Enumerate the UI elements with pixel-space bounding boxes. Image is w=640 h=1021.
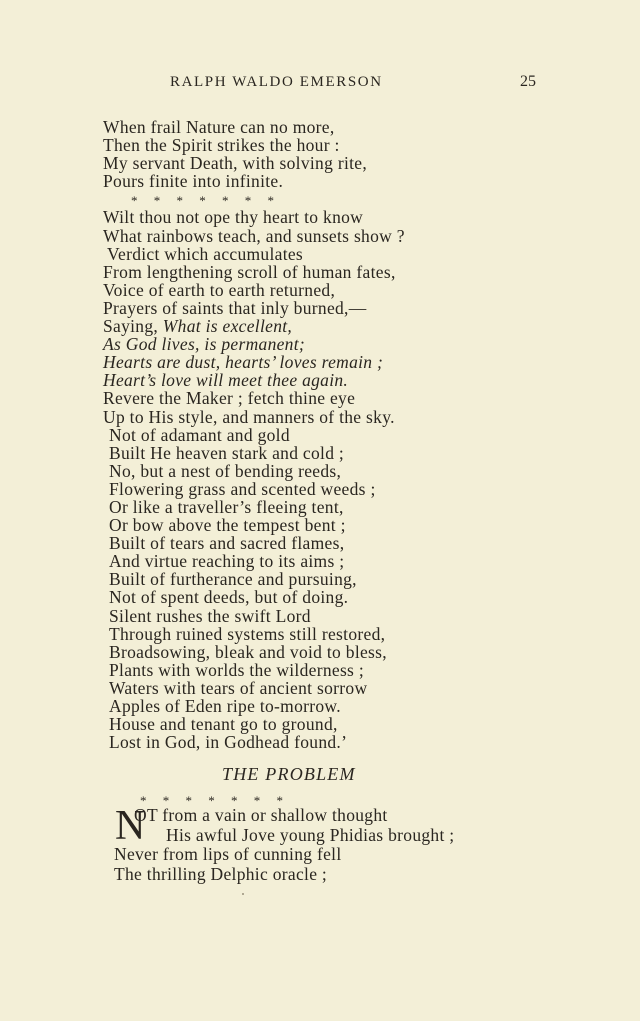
poem-line-saying — [103, 317, 405, 335]
drop-cap: N — [115, 803, 146, 849]
poem-line: Pours finite into infinite. — [103, 171, 284, 192]
poem-line: Built of furtherance and pursuing, — [109, 569, 357, 590]
poem-line: Revere the Maker ; fetch thine eye — [103, 388, 356, 409]
poem-line: Not of adamant and gold — [109, 424, 290, 445]
poem-line: When frail Nature can no more, — [103, 117, 335, 137]
italic-quote-line: As God lives, is permanent; — [103, 334, 306, 355]
poem-line: Or like a traveller’s fleeing tent, — [109, 496, 344, 517]
poem-line: Built of tears and sacred flames, — [109, 533, 345, 554]
poem-excerpt — [103, 118, 405, 751]
poem-line: Flowering grass and scented weeds ; — [109, 478, 376, 499]
poem-line: Plants with worlds the wilderness ; — [109, 659, 364, 680]
poem-line: From lengthening scroll of human fates, — [103, 261, 396, 282]
poem-line-prefix: Saying, — [103, 316, 163, 337]
poem-line: Verdict which accumulates — [107, 243, 304, 264]
poem-line: The thrilling Delphic oracle ; — [114, 863, 328, 884]
paper-speck — [242, 893, 244, 895]
poem-line: Waters with tears of ancient sorrow — [109, 677, 368, 698]
page-number: 25 — [520, 73, 536, 90]
italic-quote: What is excellent, — [162, 316, 293, 337]
section-title: THE PROBLEM — [222, 764, 356, 784]
poem-line: Apples of Eden ripe to-morrow. — [109, 696, 341, 716]
asterism-separator: * * * * * * * — [140, 793, 283, 808]
poem-line: Or bow above the tempest bent ; — [109, 515, 346, 536]
poem-line: Through ruined systems still restored, — [109, 623, 386, 644]
poem-line: Voice of earth to earth returned, — [103, 279, 336, 300]
poem-line: No, but a nest of bending reeds, — [109, 460, 342, 481]
poem-line: Lost in God, in Godhead found.’ — [109, 732, 348, 753]
poem-line: What rainbows teach, and sunsets show ? — [103, 225, 405, 246]
poem-line: Silent rushes the swift Lord — [109, 605, 311, 626]
poem-line: Wilt thou not ope thy heart to know — [103, 207, 364, 228]
poem-line: Built He heaven stark and cold ; — [109, 442, 345, 463]
poem-line: Broadsowing, bleak and void to bless, — [109, 641, 387, 662]
poem-line: Then the Spirit strikes the hour : — [103, 135, 340, 156]
running-header-author: RALPH WALDO EMERSON — [170, 74, 383, 90]
poem-line: His awful Jove young Phidias brought ; — [166, 824, 455, 845]
poem-problem — [114, 803, 455, 884]
poem-line: My servant Death, with solving rite, — [103, 153, 368, 174]
poem-line: OT from a vain or shallow thought — [134, 805, 388, 825]
poem-line: Up to His style, and manners of the sky. — [103, 406, 395, 427]
poem-line: Never from lips of cunning fell — [114, 844, 342, 864]
italic-quote-line: Hearts are dust, hearts’ loves remain ; — [103, 352, 384, 373]
asterism-separator: * * * * * * * — [131, 193, 274, 209]
poem-line: And virtue reaching to its aims ; — [109, 551, 345, 572]
italic-quote-line: Heart’s love will meet thee again. — [103, 370, 349, 391]
poem-line: Not of spent deeds, but of doing. — [109, 587, 349, 608]
poem-line: Prayers of saints that inly burned,— — [103, 297, 367, 318]
poem-line: House and tenant go to ground, — [109, 714, 338, 735]
